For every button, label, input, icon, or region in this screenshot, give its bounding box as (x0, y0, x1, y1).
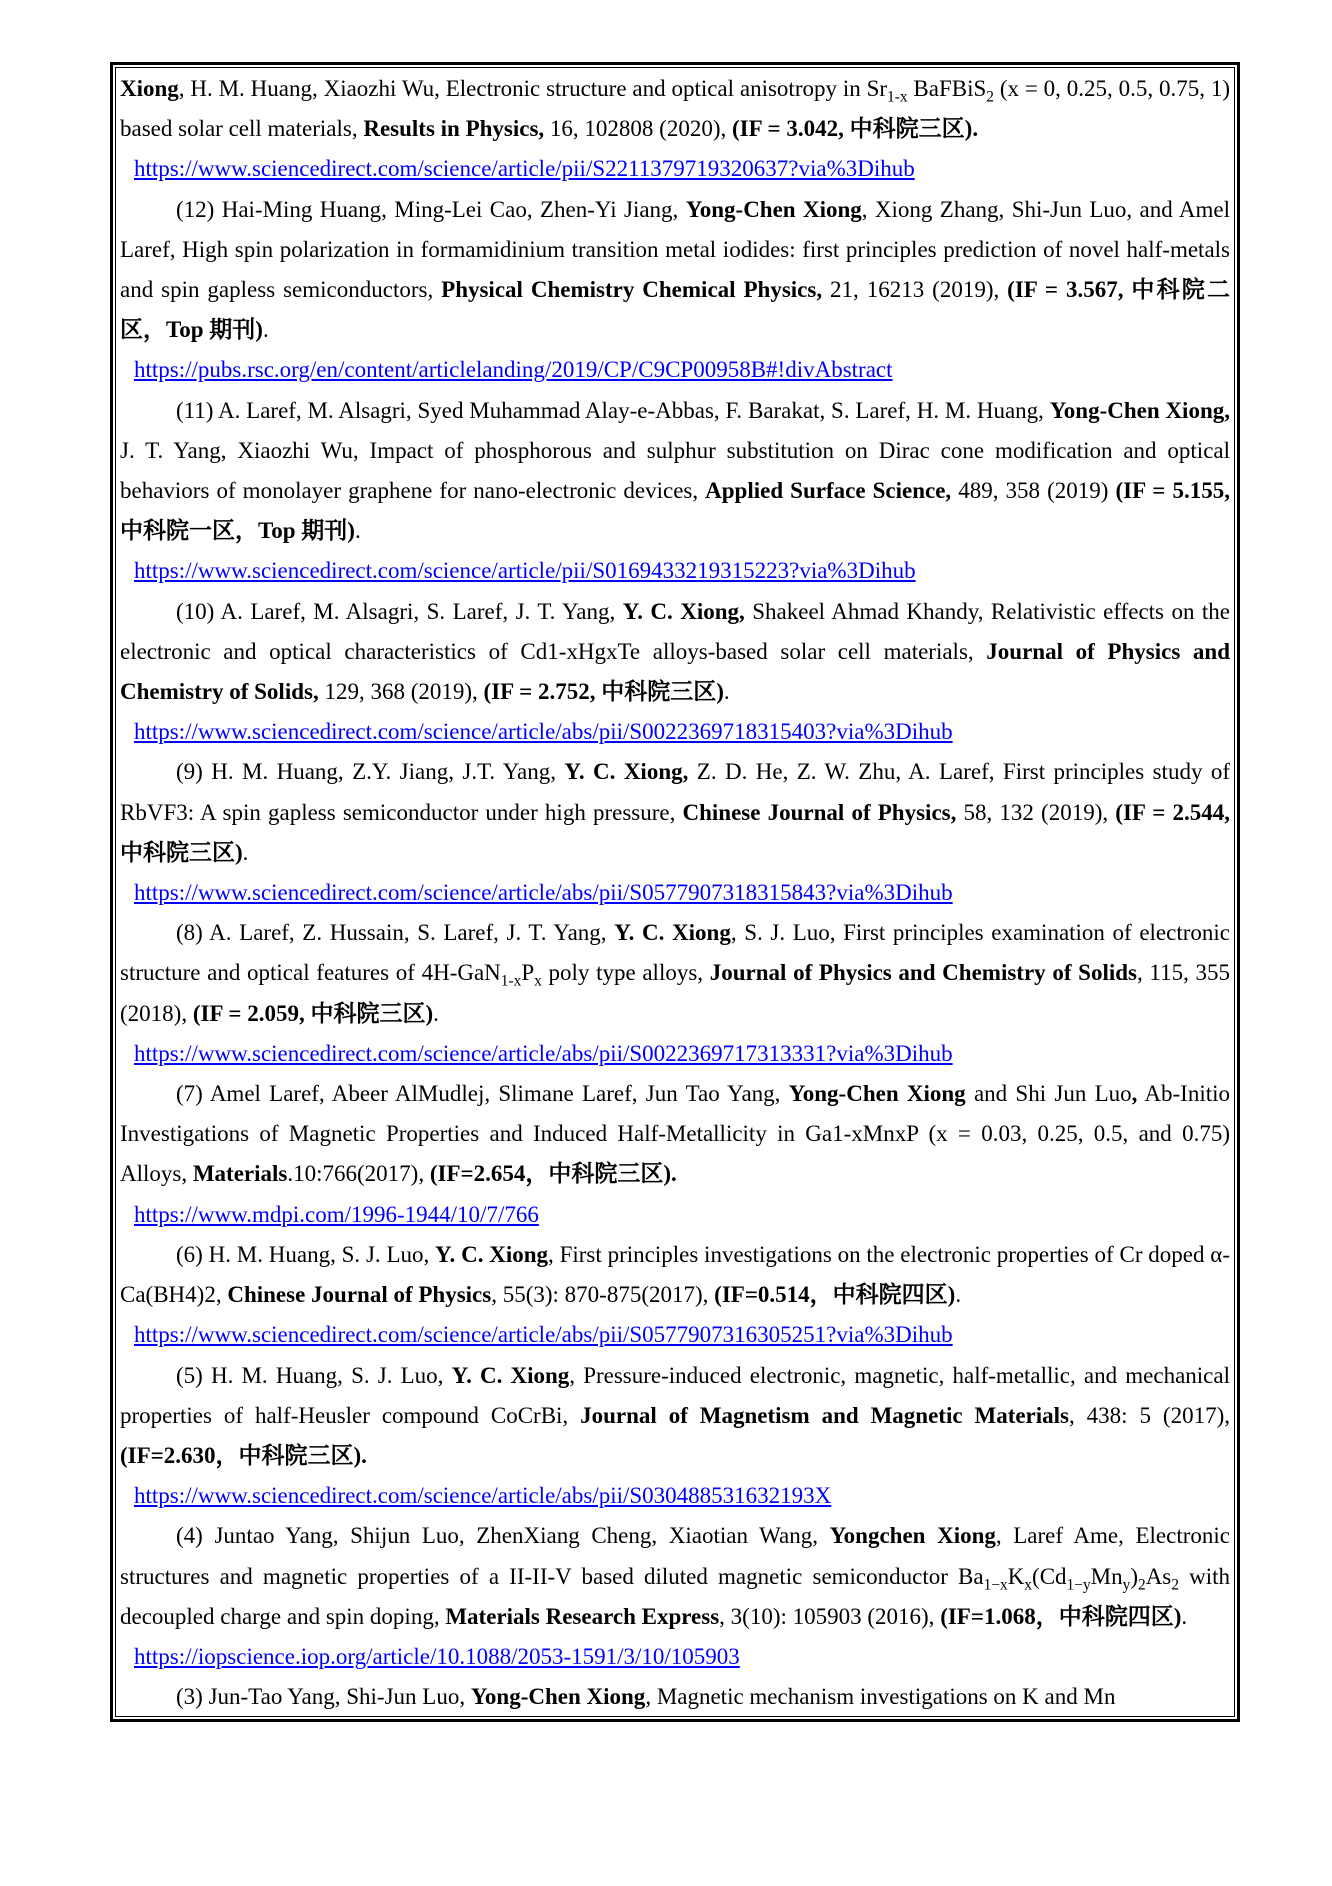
publication-entry (120, 913, 1230, 1034)
text-run: .10:766(2017), (287, 1161, 430, 1187)
text-run: . (1181, 1603, 1188, 1629)
page-border (110, 62, 1240, 1722)
publication-link[interactable]: https://www.sciencedirect.com/science/article/abs/pii/S0577907316305251?via%3Dihub (134, 1322, 953, 1348)
subscript-run: x (1024, 1576, 1033, 1594)
publication-link[interactable]: https://www.sciencedirect.com/science/article/abs/pii/S030488531632193X (134, 1483, 832, 1509)
subscript-run: 1-x (887, 88, 908, 106)
text-run: P (521, 960, 535, 986)
publication-link[interactable]: https://www.sciencedirect.com/science/article/pii/S0169433219315223?via%3Dihub (134, 558, 916, 584)
text-run: Shakeel Ahmad Khandy, Relativistic effects on the electronic and optical characteristics of Cd1-xHgxTe alloys-based solar cell materials, (120, 598, 1231, 664)
subscript-run: 2 (1171, 1576, 1179, 1594)
bold-text-run: Chinese Journal of Physics, (682, 799, 957, 825)
subscript-run: 1−x (983, 1576, 1008, 1594)
bold-text-run: Results in Physics, (363, 116, 545, 142)
publication-link[interactable]: https://www.sciencedirect.com/science/article/pii/S2211379719320637?via%3Dihub (134, 156, 915, 182)
publication-link[interactable]: https://www.mdpi.com/1996-1944/10/7/766 (134, 1201, 539, 1227)
text-run: , 3(10): 105903 (2016), (719, 1603, 941, 1629)
text-run: (3) Jun-Tao Yang, Shi-Jun Luo, (176, 1684, 471, 1710)
publication-link[interactable]: https://www.sciencedirect.com/science/article/abs/pii/S0577907318315843?via%3Dihub (134, 880, 953, 906)
publication-link-line (120, 149, 1230, 189)
bold-text-run: Yong-Chen Xiong, (1049, 397, 1230, 423)
text-run: K (1007, 1563, 1025, 1589)
publication-link-line (120, 1315, 1230, 1355)
text-run: (8) A. Laref, Z. Hussain, S. Laref, J. T. Yang, (176, 920, 615, 946)
text-run: Mn (1090, 1563, 1123, 1589)
text-run: (7) Amel Laref, Abeer AlMudlej, Slimane Laref, Jun Tao Yang, (176, 1081, 789, 1107)
subscript-run: 2 (1137, 1576, 1146, 1594)
publication-link[interactable]: https://pubs.rsc.org/en/content/articlelanding/2019/CP/C9CP00958B#!divAbstract (134, 357, 893, 383)
publication-link-line (120, 350, 1230, 390)
bold-text-run: Y. C. Xiong, (564, 759, 689, 785)
text-run: , Laref Ame, Electronic structures and magnetic properties of a II-II-V based diluted magnetic semiconductor Ba (120, 1523, 1230, 1589)
text-run: , 55(3): 870-875(2017), (491, 1282, 715, 1308)
text-run: . (723, 679, 730, 705)
publication-link-line (120, 1195, 1230, 1235)
text-run: (6) H. M. Huang, S. J. Luo, (176, 1241, 436, 1267)
text-run: (12) Hai-Ming Huang, Ming-Lei Cao, Zhen-Yi Jiang, (176, 196, 686, 222)
bold-text-run: Materials (192, 1161, 288, 1187)
bold-text-run: Journal of Physics and Chemistry of Solids, (120, 638, 1230, 705)
subscript-run: 2 (986, 88, 994, 106)
publication-link-line (120, 712, 1230, 752)
publication-entry (120, 752, 1230, 873)
publication-link-line (120, 873, 1230, 913)
text-run: (4) Juntao Yang, Shijun Luo, ZhenXiang Cheng, Xiaotian Wang, (176, 1523, 830, 1549)
text-run: As (1145, 1563, 1172, 1589)
publication-entry (120, 592, 1230, 713)
text-run: (5) H. M. Huang, S. J. Luo, (176, 1362, 452, 1388)
text-run: poly type alloys, (541, 960, 710, 986)
text-run: , Xiong Zhang, Shi-Jun Luo, and Amel Laref, High spin polarization in formamidinium transition metal iodides: first principles prediction of novel half-metals and spin gapless semiconductors, (120, 196, 1230, 303)
text-run: with decoupled charge and spin doping, (120, 1563, 1230, 1629)
publication-entry (120, 1516, 1230, 1637)
bold-text-run: Applied Surface Science, (705, 478, 952, 504)
publication-list (116, 68, 1234, 1716)
bold-text-run: Yongchen Xiong (829, 1523, 996, 1549)
bold-text-run: Journal of Physics and Chemistry of Solids (709, 960, 1137, 986)
text-run: (9) H. M. Huang, Z.Y. Jiang, J.T. Yang, (176, 759, 565, 785)
publication-entry (120, 190, 1230, 351)
bold-text-run: (IF=1.068，中科院四区) (940, 1603, 1182, 1629)
bold-text-run: Physical Chemistry Chemical Physics, (441, 277, 823, 303)
publication-entry (120, 1356, 1230, 1477)
text-run: . (262, 317, 269, 343)
subscript-run: y (1122, 1576, 1131, 1594)
text-run: 16, 102808 (2020), (544, 116, 732, 142)
subscript-run: x (534, 973, 542, 991)
publication-entry (120, 1235, 1230, 1315)
bold-text-run: Journal of Magnetism and Magnetic Materials (580, 1402, 1069, 1428)
bold-text-run: (IF=2.630，中科院三区). (120, 1442, 367, 1468)
text-run: BaFBiS (907, 76, 987, 101)
text-run: , Magnetic mechanism investigations on K and Mn (645, 1684, 1116, 1710)
bold-text-run: (IF=0.514，中科院四区) (714, 1282, 956, 1308)
publication-link[interactable]: https://www.sciencedirect.com/science/article/abs/pii/S0022369718315403?via%3Dihub (134, 719, 953, 745)
bold-text-run: Materials Research Express (445, 1603, 720, 1629)
text-run: 21, 16213 (2019), (822, 277, 1008, 303)
publication-entry (120, 391, 1230, 552)
text-run: ) (1130, 1563, 1138, 1589)
subscript-run: 1−y (1066, 1576, 1091, 1594)
text-run: (11) A. Laref, M. Alsagri, Syed Muhammad Alay-e-Abbas, F. Barakat, S. Laref, H. M. Huang, (176, 397, 1050, 423)
bold-text-run: Y. C. Xiong (435, 1241, 549, 1267)
bold-text-run: Y. C. Xiong (451, 1362, 570, 1388)
publication-link-line (120, 1034, 1230, 1074)
text-run: 489, 358 (2019) (951, 478, 1116, 504)
bold-text-run: (IF = 2.544, 中科院三区) (120, 799, 1230, 865)
publication-link-line (120, 1476, 1230, 1516)
bold-text-run: Yong-Chen Xiong (470, 1684, 646, 1710)
text-run: Ab-Initio Investigations of Magnetic Properties and Induced Half-Metallicity in Ga1-xMnxP (x = 0.03, 0.25, 0.5, and 0.75) Alloys, (120, 1081, 1230, 1187)
publication-link[interactable]: https://www.sciencedirect.com/science/article/abs/pii/S0022369717313331?via%3Dihub (134, 1040, 953, 1066)
text-run: . (354, 518, 361, 544)
text-run: (x = 0, 0.25, 0.5, 0.75, 1) based solar cell materials, (120, 76, 1230, 142)
publication-link-line (120, 1637, 1230, 1677)
bold-text-run: Yong-Chen Xiong (788, 1081, 966, 1107)
text-run: , 438: 5 (2017), (1069, 1402, 1230, 1428)
bold-text-run: (IF = 5.155, 中科院一区，Top 期刊) (120, 478, 1230, 544)
text-run: J. T. Yang, Xiaozhi Wu, Impact of phosphorous and sulphur substitution on Dirac cone modification and optical behaviors of monolayer graphene for nano-electronic devices, (120, 437, 1230, 504)
text-run: . (242, 839, 249, 865)
text-run: . (433, 1000, 439, 1026)
text-run: . (955, 1282, 962, 1308)
text-run: , S. J. Luo, First principles examination of electronic structure and optical features of 4H-GaN (120, 920, 1230, 986)
text-run: and Shi Jun Luo (965, 1081, 1132, 1107)
bold-text-run: Y. C. Xiong (614, 920, 731, 946)
text-run: (10) A. Laref, M. Alsagri, S. Laref, J. T. Yang, (176, 598, 623, 624)
bold-text-run: (IF = 3.042, 中科院三区). (732, 116, 979, 142)
publication-link[interactable]: https://iopscience.iop.org/article/10.1088/2053-1591/3/10/105903 (134, 1643, 740, 1669)
publication-link-line (120, 551, 1230, 591)
bold-text-run: Y. C. Xiong, (622, 598, 745, 624)
text-run: 58, 132 (2019), (956, 799, 1116, 825)
subscript-run: 1-x (500, 973, 522, 991)
bold-text-run: (IF = 2.752, 中科院三区) (483, 679, 724, 705)
text-run: 129, 368 (2019), (318, 679, 484, 705)
page-border-inner-line (115, 67, 1235, 1717)
publication-entry (120, 1677, 1230, 1716)
text-run: Z. D. He, Z. W. Zhu, A. Laref, First principles study of RbVF3: A spin gapless semiconductor under high pressure, (120, 759, 1231, 825)
publication-entry (120, 69, 1230, 149)
bold-text-run: Chinese Journal of Physics (227, 1282, 492, 1308)
bold-text-run: , (1131, 1081, 1138, 1107)
bold-text-run: (IF = 2.059, 中科院三区) (192, 1000, 434, 1026)
bold-text-run: Xiong (120, 76, 179, 101)
text-run: , Pressure-induced electronic, magnetic, half-metallic, and mechanical properties of half-Heusler compound CoCrBi, (120, 1362, 1230, 1428)
text-run: , First principles investigations on the electronic properties of Cr doped α-Ca(BH4)2, (120, 1241, 1230, 1308)
publication-entry (120, 1074, 1230, 1195)
bold-text-run: Yong-Chen Xiong (685, 196, 862, 222)
text-run: , 115, 355 (2018), (120, 960, 1230, 1026)
bold-text-run: (IF = 3.567, 中科院二区，Top 期刊) (120, 277, 1230, 343)
text-run: , H. M. Huang, Xiaozhi Wu, Electronic structure and optical anisotropy in Sr (178, 76, 888, 101)
text-run: (Cd (1032, 1563, 1067, 1589)
bold-text-run: (IF=2.654，中科院三区). (429, 1161, 677, 1187)
